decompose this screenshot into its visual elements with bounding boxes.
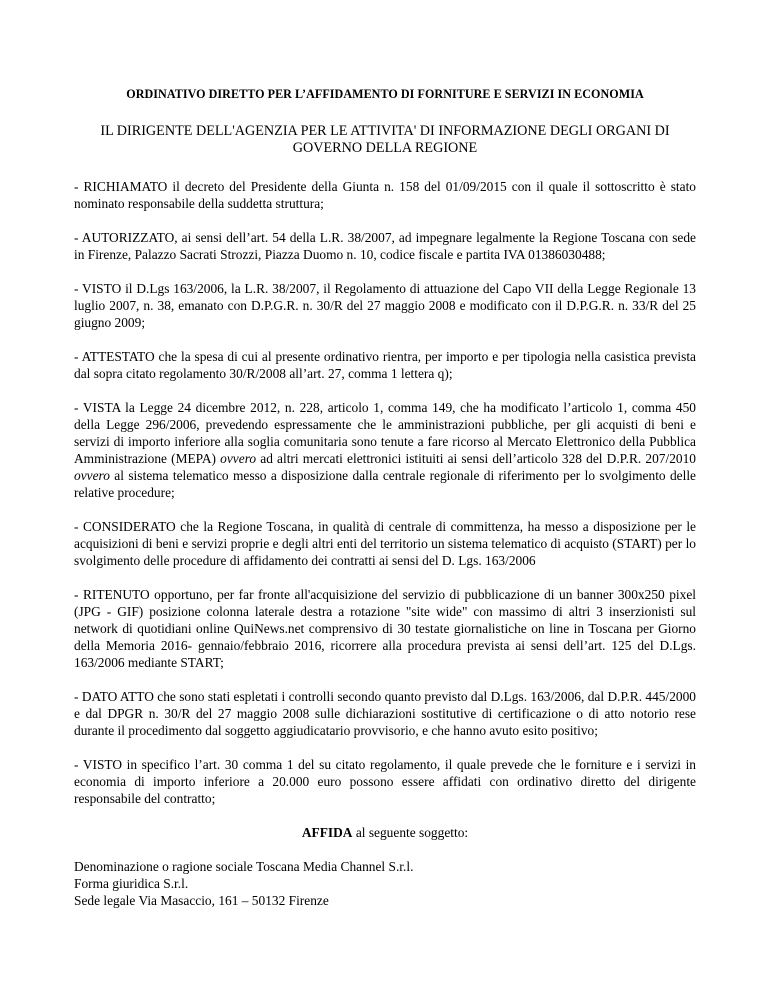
issuer-heading: IL DIRIGENTE DELL'AGENZIA PER LE ATTIVITA' DI INFORMAZIONE DEGLI ORGANI DI GOVERNO DELLA REGIONE — [100, 123, 670, 156]
vista-legge-ovvero-1: ovvero — [220, 451, 257, 466]
paragraph-considerato: - CONSIDERATO che la Regione Toscana, in qualità di centrale di committenza, ha messo a disposizione per le acquisizioni di beni e servizi proprie e degli altri enti del territorio un sistema telematico di acquisto (START) per lo svolgimento delle procedure di affidamento dei contratti ai sensi del D. Lgs. 163/2006 — [74, 519, 696, 568]
affida-line — [74, 824, 696, 841]
vista-legge-text-3: al sistema telematico messo a disposizione dalla centrale regionale di riferimento per lo svolgimento delle relative procedure; — [74, 468, 696, 500]
paragraph-vista-legge — [74, 399, 696, 501]
paragraph-visto-dlgs: - VISTO il D.Lgs 163/2006, la L.R. 38/2007, il Regolamento di attuazione del Capo VII della Legge Regionale 13 luglio 2007, n. 38, emanato con D.P.G.R. n. 30/R del 27 maggio 2008 e modificato con il D.P.G.R. n. 33/R del 25 giugno 2009; — [74, 281, 696, 330]
paragraph-dato-atto: - DATO ATTO che sono stati espletati i controlli secondo quanto previsto dal D.Lgs. 163/2006, dal D.P.R. 445/2000 e dal DPGR n. 30/R del 27 maggio 2008 sulle dichiarazioni sostitutive di certificazione o di atto notorio rese durante il procedimento dal soggetto aggiudicatario provvisorio, e che hanno avuto esito positivo; — [74, 689, 696, 738]
document-title: ORDINATIVO DIRETTO PER L’AFFIDAMENTO DI FORNITURE E SERVIZI IN ECONOMIA — [126, 87, 644, 101]
contractor-denominazione: Denominazione o ragione sociale Toscana Media Channel S.r.l. — [74, 859, 414, 874]
paragraph-ritenuto: - RITENUTO opportuno, per far fronte all'acquisizione del servizio di pubblicazione di un banner 300x250 pixel (JPG - GIF) posizione colonna laterale destra a rotazione "site wide" con massimo di altri 3 inserzionisti sul network di quotidiani online QuiNews.net comprensivo di 30 testate giornalistiche on line in Toscana per Giorno della Memoria 2016- gennaio/febbraio 2016, ricorrere alla procedura prevista ai sensi dell’art. 125 del D.Lgs. 163/2006 mediante START; — [74, 587, 696, 670]
paragraph-autorizzato: - AUTORIZZATO, ai sensi dell’art. 54 della L.R. 38/2007, ad impegnare legalmente la Regione Toscana con sede in Firenze, Palazzo Sacrati Strozzi, Piazza Duomo n. 10, codice fiscale e partita IVA 01386030488; — [74, 230, 696, 262]
paragraph-richiamato: - RICHIAMATO il decreto del Presidente della Giunta n. 158 del 01/09/2015 con il quale il sottoscritto è stato nominato responsabile della suddetta struttura; — [74, 179, 696, 211]
paragraph-attestato: - ATTESTATO che la spesa di cui al presente ordinativo rientra, per importo e per tipologia nella casistica prevista dal sopra citato regolamento 30/R/2008 all’art. 27, comma 1 lettera q); — [74, 349, 696, 381]
vista-legge-text-1: - VISTA la Legge 24 dicembre 2012, n. 228, articolo 1, comma 149, che ha modificato l’articolo 1, comma 450 della Legge 296/2006, prevedendo espressamente che le amministrazioni pubbliche, per gli acquisti di beni e servizi di importo inferiore alla soglia comunitaria sono tenute a fare ricorso al Mercato Elettronico della Pubblica Amministrazione (MEPA) — [74, 400, 696, 466]
vista-legge-ovvero-2: ovvero — [74, 468, 110, 483]
contractor-block — [74, 858, 696, 909]
vista-legge-text-2: ad altri mercati elettronici istituiti ai sensi dell’articolo 328 del D.P.R. 207/2010 — [256, 451, 696, 466]
affida-keyword: AFFIDA — [301, 825, 353, 840]
document-page — [74, 86, 696, 909]
paragraph-visto-art30: - VISTO in specifico l’art. 30 comma 1 del su citato regolamento, il quale prevede che le forniture e i servizi in economia di importo inferiore a 20.000 euro possono essere affidati con ordinativo diretto del dirigente responsabile del contratto; — [74, 757, 696, 806]
affida-rest: al seguente soggetto: — [352, 825, 469, 840]
contractor-sede-legale: Sede legale Via Masaccio, 161 – 50132 Firenze — [74, 893, 329, 908]
contractor-forma-giuridica: Forma giuridica S.r.l. — [74, 876, 189, 891]
